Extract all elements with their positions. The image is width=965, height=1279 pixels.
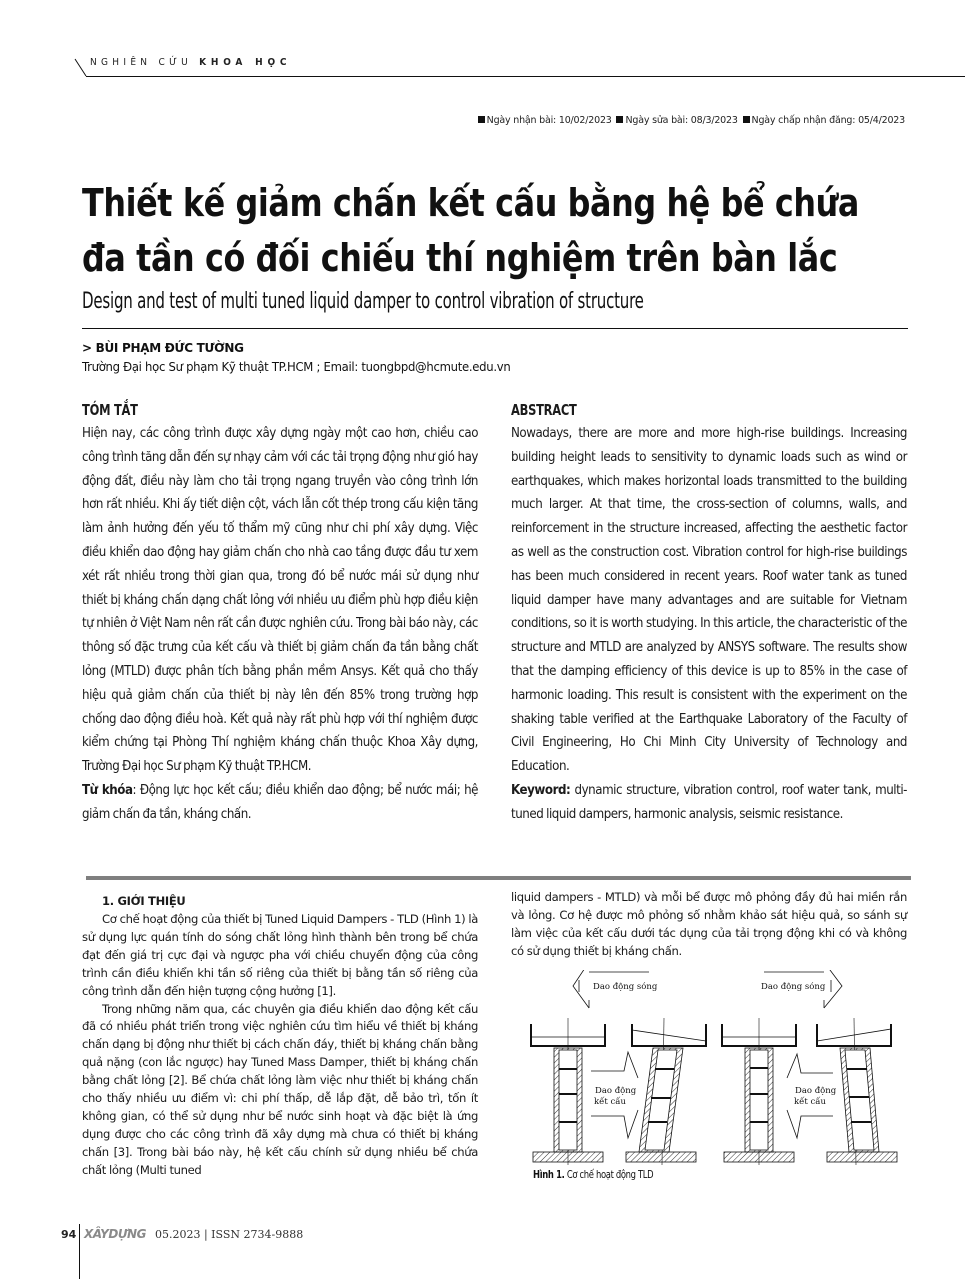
- article-subtitle-english: Design and test of multi tuned liquid damper to control vibration of structure: [82, 289, 644, 314]
- figure-tld-mechanism: [511, 970, 911, 1170]
- author-affiliation: Trường Đại học Sư phạm Kỹ thuật TP.HCM ; Email: tuongbpd@hcmute.edu.vn: [82, 360, 511, 374]
- struct-label-left-2: kết cấu: [594, 1097, 626, 1107]
- abstract-body: Nowadays, there are more and more high-rise buildings. Increasing building height leads to sensitivity to dynamic loads such as wind or earthquakes, which makes horizontal loads transmitted to the building much larger. At that time, the cross-section of columns, walls, and reinforcement in the structure increased, affecting the aesthetic factor as well as the construction cost. Vibration control for high-rise buildings has been much considered in recent years. Roof water tank as tuned liquid damper have many advantages and are suitable for Vietnam conditions, so it is worth studying. In this article, the characteristic of the structure and MTLD are analyzed by ANSYS software. The results show that the damping efficiency of this device is up to 85% in the case of harmonic loading. This result is consistent with the experiment on the shaking table verified at the Earthquake Laboratory of the Faculty of Civil Engineering, Ho Chi Minh City University of Technology and Education.: [511, 426, 907, 775]
- title-line-1: Thiết kế giảm chấn kết cấu bằng hệ bể chứa: [82, 181, 860, 225]
- intro-paragraph-1: Cơ chế hoạt động của thiết bị Tuned Liquid Dampers - TLD (Hình 1) là sử dụng lực quán tính do sóng chất lỏng hình thành bên trong bể chứa đạt đến giá trị cực đại và ngược pha với chiều chuyển động của công trình cần điều khiển khi tần số riêng của thiết bị bằng tần số riêng của công trình dẫn đến hiện tượng cộng hưởng [1].: [82, 912, 478, 998]
- summary-vietnamese: [82, 400, 478, 827]
- structure-tilted-1: [626, 1018, 706, 1165]
- wave-label-left: Dao động sóng: [593, 982, 658, 992]
- intro-heading: 1. GIỚI THIỆU: [102, 894, 186, 908]
- structure-upright-1: [531, 1018, 605, 1165]
- struct-label-right-2: kết cấu: [794, 1097, 826, 1107]
- title-divider: [82, 328, 908, 329]
- section-label-bold: KHOA HỌC: [199, 57, 292, 68]
- keywords-text: dynamic structure, vibration control, roof water tank, multi-tuned liquid dampers, harmonic analysis, seismic resistance.: [511, 782, 907, 822]
- section-label: [90, 57, 291, 68]
- summary-heading: TÓM TẮT: [82, 401, 138, 419]
- struct-arrow-left-icon: [787, 1054, 833, 1138]
- structure-upright-2: [722, 1018, 796, 1165]
- date-accepted: Ngày chấp nhận đăng: 05/4/2023: [743, 115, 905, 126]
- caption-label: Hình 1.: [533, 1168, 565, 1181]
- keywords-label: Keyword:: [511, 782, 571, 798]
- date-received: Ngày nhận bài: 10/02/2023: [478, 115, 612, 126]
- struct-label-left-1: Dao động: [595, 1086, 637, 1096]
- keywords-text: : Động lực học kết cấu; điều khiển dao động; bể nước mái; hệ giảm chấn đa tần, kháng chấn.: [82, 782, 478, 822]
- abstract-english: [511, 400, 907, 827]
- bullet-square-icon: [478, 116, 485, 123]
- abstract-heading: ABSTRACT: [511, 401, 577, 419]
- struct-label-right-1: Dao động: [795, 1086, 837, 1096]
- article-title: [82, 176, 863, 286]
- intro-paragraph-2: Trong những năm qua, các chuyên gia điều khiển dao động kết cấu đã có nhiều phát triển trong việc nghiên cứu tìm hiểu về thiết bị kháng chấn dạng bị động như thiết bị cách chấn đáy, thiết bị kháng chấn bằng quả nặng (con lắc ngược) hay Tuned Mass Damper, thiết bị kháng chấn bằng chất lỏng [2]. Bể chứa chất lỏng làm việc như thiết bị kháng chấn cho thấy nhiều ưu điểm vì: chi phí thấp, dễ lắp đặt, dễ bảo trì, tốn ít không gian, có thể sử dụng như bể nước sinh hoạt và đặc biệt là ứng dụng được cho các công trình đã xây dựng mà chưa có thiết bị kháng chấn [3]. Trong bài báo này, hệ kết cấu chính sử dụng nhiều bể chứa chất lỏng (Multi tuned: [82, 1001, 478, 1177]
- date-revised: Ngày sửa bài: 08/3/2023: [616, 115, 737, 126]
- header-slash-decoration: [74, 55, 88, 77]
- section-separator-bar: [86, 876, 911, 880]
- author-name: > BÙI PHẠM ĐỨC TƯỜNG: [82, 341, 244, 355]
- magazine-logo: XÂYDỰNG: [84, 1227, 146, 1241]
- wave-label-right: Dao động sóng: [761, 982, 826, 992]
- page-number: 94: [61, 1228, 77, 1241]
- header-rule: [86, 76, 965, 77]
- keywords-english: [511, 779, 907, 827]
- bullet-square-icon: [743, 116, 750, 123]
- intro-paragraph-2-continued: liquid dampers - MTLD) và mỗi bể được mô phỏng đầy đủ hai miền rắn và lỏng. Cơ hệ được mô phỏng số nhằm khảo sát hiệu quả, so sánh sự làm việc của kết cấu dưới tác dụng của tải trọng động khi có và không có sử dụng thiết bị kháng chấn.: [511, 890, 907, 958]
- keywords-label: Từ khóa: [82, 782, 133, 798]
- keywords-vietnamese: [82, 779, 478, 827]
- article-dates: [478, 115, 907, 126]
- issue-info: 05.2023 | ISSN 2734-9888: [155, 1228, 304, 1241]
- section-header: [74, 55, 965, 77]
- tld-diagram: [511, 970, 911, 1170]
- caption-text: Cơ chế hoạt động TLD: [564, 1168, 654, 1181]
- bullet-square-icon: [616, 116, 623, 123]
- figure-caption: [533, 1168, 653, 1181]
- footer-vertical-rule: [79, 1224, 80, 1279]
- body-column-right: [511, 889, 907, 961]
- body-column-left: [82, 893, 478, 1180]
- summary-body: Hiện nay, các công trình được xây dựng ngày một cao hơn, chiều cao công trình tăng dẫn đến sự nhạy cảm với các tải trọng động như gió hay động đất, điều này làm cho tải trọng ngang truyền vào công trình lớn hơn rất nhiều. Khi ấy tiết diện cột, vách lẫn cốt thép trong cấu kiện tăng làm ảnh hưởng đến yếu tố thẩm mỹ cũng như chi phí xây dựng. Việc điều khiển dao động hay giảm chấn cho nhà cao tầng được đầu tư xem xét rất nhiều trong thời gian qua, trong đó bể nước mái sử dụng như thiết bị kháng chấn dạng chất lỏng với nhiều ưu điểm phù hợp điều kiện tự nhiên ở Việt Nam nên rất cần được nghiên cứu. Trong bài báo này, các thông số đặc trưng của kết cấu và thiết bị giảm chấn đa tần bằng chất lỏng (MTLD) được phân tích bằng phần mềm Ansys. Kết quả cho thấy hiệu quả giảm chấn của thiết bị này lên đến 85% trong trường hợp chống dao động điều hoà. Kết quả này rất phù hợp với thí nghiệm được kiểm chứng tại Phòng Thí nghiệm kháng chấn thuộc Khoa Xây dựng, Trường Đại học Sư phạm Kỹ thuật TP.HCM.: [82, 426, 478, 775]
- title-line-2: đa tần có đối chiếu thí nghiệm trên bàn lắc: [82, 236, 838, 280]
- section-label-light: NGHIÊN CỨU: [90, 57, 192, 68]
